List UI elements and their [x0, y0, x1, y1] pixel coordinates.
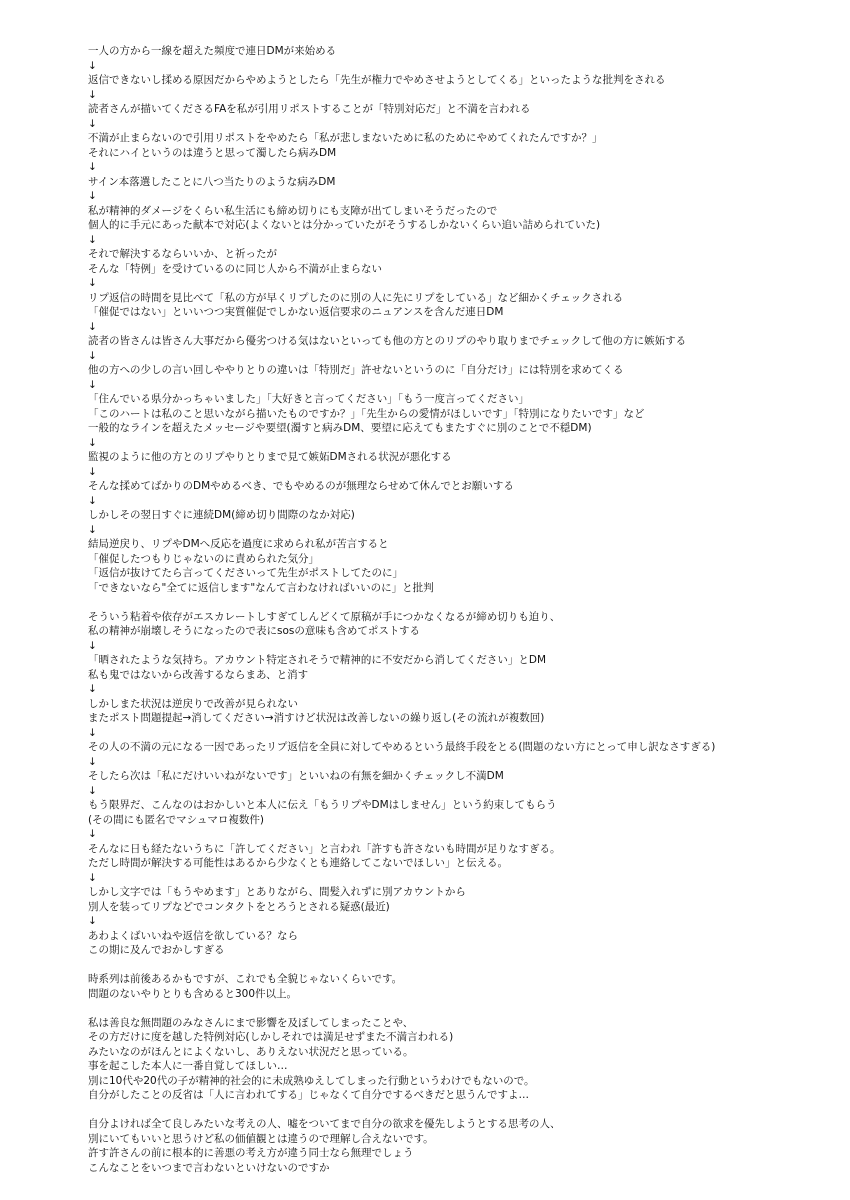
text-line: 私の精神が崩壊しそうになったので表にsosの意味も含めてポストする	[88, 625, 421, 637]
text-line: 不満が止まらないので引用リポストをやめたら「私が悲しまないために私のためにやめてくれたんですか？」	[88, 132, 603, 144]
arrow-down-line: ↓	[88, 59, 97, 72]
text-line: 別にいてもいいと思うけど私の価値観とは違うので理解し合えないです。	[88, 1132, 434, 1145]
arrow-down-line: ↓	[88, 494, 97, 507]
text-line: 「住んでいる県分かっちゃいました」「大好きと言ってください」「もう一度言ってください」	[88, 393, 529, 405]
arrow-down-line: ↓	[88, 436, 97, 449]
text-line: 時系列は前後あるかもですが、これでも全貌じゃないくらいです。	[88, 973, 403, 985]
text-line: 「晒されたような気持ち。アカウント特定されそうで精神的に不安だから消してください」とDM	[88, 654, 547, 666]
arrow-down-line: ↓	[88, 828, 97, 840]
arrow-down-line: ↓	[88, 755, 97, 768]
arrow-down-line: ↓	[88, 349, 97, 362]
text-line: みたいなのがほんとによくないし、ありえない状況だと思っている。	[88, 1045, 414, 1058]
arrow-down-line: ↓	[88, 915, 97, 927]
text-line: その方だけに度を越した特例対応(しかしそれでは満足せずまた不満言われる)	[88, 1031, 454, 1043]
text-line: 事を起こした本人に一番自覚してほしい…	[88, 1060, 288, 1072]
text-line: 自分がしたことの反省は「人に言われてする」じゃなくて自分でするべきだと思うんですよ…	[88, 1089, 529, 1101]
arrow-down-line: ↓	[88, 117, 97, 130]
text-line: 返信できないし揉める原因だからやめようとしたら「先生が権力でやめさせようとしてくる」といったような批判をされる	[88, 74, 666, 86]
text-line: しかしまた状況は逆戻りで改善が見られない	[88, 697, 298, 710]
text-line: リプ返信の時間を見比べて「私の方が早くリプしたのに別の人に先にリプをしている」など細かくチェックされる	[88, 291, 624, 304]
text-line: 読者さんが描いてくださるFAを私が引用リポストすることが「特別対応だ」と不満を言われる	[88, 103, 531, 115]
arrow-down-line: ↓	[88, 233, 97, 246]
blank-line	[88, 1103, 828, 1118]
text-line: あわよくばいいねや返信を欲している？なら	[88, 929, 298, 942]
text-line: 問題のないやりとりも含めると300件以上。	[88, 987, 298, 1000]
text-line: そういう粘着や依存がエスカレートしすぎてしんどくて原稿が手につかなくなるが締め切りも迫り、	[88, 610, 561, 623]
document-body	[88, 44, 828, 1175]
text-line: 「催促ではない」といいつつ実質催促でしかない返信要求のニュアンスを含んだ連日DM	[88, 306, 504, 318]
text-line: 自分よければ全て良しみたいな考えの人、嘘をついてまで自分の欲求を優先しようとする思考の人、	[88, 1118, 561, 1130]
text-line: 私が精神的ダメージをくらい私生活にも締め切りにも支障が出てしまいそうだったので	[88, 204, 498, 217]
text-line: そんな「特例」を受けているのに同じ人から不満が止まらない	[88, 262, 382, 275]
text-line: 「このハートは私のこと思いながら描いたものですか？」「先生からの愛情がほしいです」「特別になりたいです」など	[88, 407, 645, 420]
arrow-down-line: ↓	[88, 523, 97, 536]
text-line: 「できないなら"全てに返信します"なんて言わなければいいのに」と批判	[88, 581, 434, 594]
text-line: 読者の皆さんは皆さん大事だから優劣つける気はないといっても他の方とのリプのやり取りまでチェックして他の方に嫉妬する	[88, 335, 687, 347]
text-line: 他の方への少しの言い回しややりとりの違いは「特別だ」許せないというのに「自分だけ」には特別を求めてくる	[88, 364, 624, 376]
text-line: (その間にも匿名でマシュマロ複数件)	[88, 813, 264, 826]
arrow-down-line: ↓	[88, 88, 97, 101]
arrow-down-line: ↓	[88, 639, 97, 652]
arrow-down-line: ↓	[88, 726, 97, 739]
text-line: 許す許さんの前に根本的に善悪の考え方が違う同士なら無理でしょう	[88, 1147, 414, 1159]
text-line: 個人的に手元にあった献本で対応(よくないとは分かっていたがそうするしかないくらい追い詰められていた)	[88, 219, 601, 231]
text-line: 監視のように他の方とのリプやりとりまで見て嫉妬DMされる状況が悪化する	[88, 451, 452, 463]
arrow-down-line: ↓	[88, 683, 97, 695]
arrow-down-line: ↓	[88, 378, 97, 391]
text-line: 結局逆戻り、リプやDMへ反応を過度に求められ私が苦言すると	[88, 538, 389, 550]
arrow-down-line: ↓	[88, 784, 97, 797]
text-line: それにハイというのは違うと思って濁したら病みDM	[88, 146, 337, 159]
arrow-down-line: ↓	[88, 465, 97, 478]
text-line: 一人の方から一線を超えた頻度で連日DMが来始める	[88, 45, 337, 57]
text-line: そんな揉めてばかりのDMやめるべき、でもやめるのが無理ならせめて休んでとお願いする	[88, 480, 514, 492]
arrow-down-line: ↓	[88, 190, 97, 202]
text-line: それで解決するならいいか、と祈ったが	[88, 248, 277, 260]
text-line: 一般的なラインを超えたメッセージや要望(濁すと病みDM、要望に応えてもまたすぐに別のことで不穏DM)	[88, 422, 592, 434]
text-line: 「催促したつもりじゃないのに責められた気分」	[88, 552, 319, 565]
text-line: 私も鬼ではないから改善するならまあ、と消す	[88, 668, 309, 681]
text-line: 私は善良な無問題のみなさんにまで影響を及ぼしてしまったことや、	[88, 1016, 414, 1029]
text-line: そしたら次は「私にだけいいねがないです」といいねの有無を細かくチェックし不満DM	[88, 770, 504, 782]
text-line: こんなことをいつまで言わないといけないのですか	[88, 1161, 330, 1174]
text-line: サイン本落選したことに八つ当たりのような病みDM	[88, 175, 336, 188]
blank-line	[88, 958, 828, 973]
text-line: 別に10代や20代の子が精神的社会的に未成熟ゆえしてしまった行動というわけでもないので。	[88, 1074, 535, 1087]
blank-line	[88, 1001, 828, 1016]
text-line: しかし文字では「もうやめます」とありながら、間髪入れずに別アカウントから	[88, 886, 466, 898]
text-line: しかしその翌日すぐに連続DM(締め切り間際のなか対応)	[88, 509, 355, 521]
arrow-down-line: ↓	[88, 320, 97, 333]
text-line: もう限界だ、こんなのはおかしいと本人に伝え「もうリプやDMはしません」という約束してもらう	[88, 799, 557, 811]
blank-line	[88, 595, 828, 610]
arrow-down-line: ↓	[88, 871, 97, 884]
text-line: 「返信が抜けてたら言ってくださいって先生がポストしてたのに」	[88, 567, 403, 579]
arrow-down-line: ↓	[88, 161, 97, 173]
text-line: ただし時間が解決する可能性はあるから少なくとも連絡してこないでほしい」と伝える。	[88, 857, 508, 869]
text-line: この期に及んでおかしすぎる	[88, 944, 225, 956]
text-line: その人の不満の元になる一因であったリプ返信を全員に対してやめるという最終手段をとる(問題のない方にとって申し訳なさすぎる)	[88, 741, 716, 753]
arrow-down-line: ↓	[88, 277, 97, 289]
text-line: そんなに日も経たないうちに「許してください」と言われ「許すも許さないも時間が足りなすぎる。	[88, 842, 561, 855]
text-line: またポスト問題提起→消してください→消すけど状況は改善しないの繰り返し(その流れが複数回)	[88, 712, 545, 724]
text-line: 別人を装ってリプなどでコンタクトをとろうとされる疑惑(最近)	[88, 900, 390, 913]
